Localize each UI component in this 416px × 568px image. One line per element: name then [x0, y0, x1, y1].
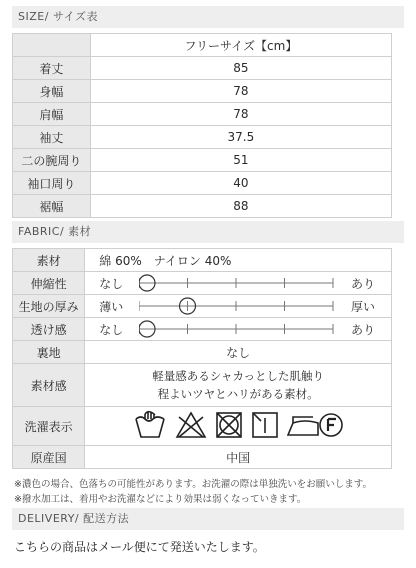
row-label: 素材感 [13, 364, 85, 407]
no-tumble-dry-icon [217, 413, 241, 437]
row-label: 生地の厚み [13, 295, 85, 318]
row-label: 袖丈 [13, 126, 91, 149]
table-row [13, 364, 392, 407]
table-row [13, 272, 392, 295]
thickness-scale [85, 295, 392, 318]
table-row [13, 249, 392, 272]
texture-line: 程よいツヤとハリがある素材。 [157, 387, 319, 401]
table-row [13, 80, 392, 103]
sheer-scale [85, 318, 392, 341]
row-label: 裾幅 [13, 195, 91, 218]
table-row [13, 172, 392, 195]
material-value: 綿 60% ナイロン 40% [85, 249, 392, 272]
table-row [13, 407, 392, 446]
row-label: 身幅 [13, 80, 91, 103]
iron-low-icon [288, 417, 318, 435]
fabric-section-title: FABRIC/ 素材 [12, 221, 404, 243]
row-label: 袖口周り [13, 172, 91, 195]
hand-wash-icon [136, 411, 164, 436]
lining-value: なし [85, 341, 392, 364]
texture-value [85, 364, 392, 407]
scale-right-label: 厚い [350, 300, 375, 314]
table-row [13, 195, 392, 218]
size-section-title: SIZE/ サイズ表 [12, 6, 404, 28]
row-value: 85 [90, 57, 391, 80]
scale-left-label: なし [99, 323, 124, 337]
dry-clean-f-icon [320, 414, 342, 436]
line-dry-shade-icon [253, 413, 277, 437]
note-2: ※撥水加工は、着用やお洗濯などにより効果は弱くなっていきます。 [14, 494, 307, 505]
delivery-text: こちらの商品はメール便にて発送いたします。 [14, 540, 265, 554]
scale-left-label: 薄い [99, 300, 124, 314]
row-label: 二の腕周り [13, 149, 91, 172]
row-value: 51 [90, 149, 391, 172]
texture-line: 軽量感あるシャカっとした肌触り [152, 369, 325, 383]
size-table [12, 33, 392, 218]
table-row [13, 103, 392, 126]
stretch-scale [85, 272, 392, 295]
row-label: 素材 [13, 249, 85, 272]
delivery-section-title: DELIVERY/ 配送方法 [12, 508, 404, 530]
row-label: 肩幅 [13, 103, 91, 126]
row-value: 78 [90, 80, 391, 103]
fabric-table [12, 248, 392, 469]
sheer-slider [139, 318, 379, 340]
scale-right-label: あり [350, 323, 375, 337]
stretch-slider [139, 272, 379, 294]
care-symbols [133, 409, 343, 441]
thickness-slider [139, 295, 379, 317]
size-table-corner [13, 34, 91, 57]
care-icons [85, 407, 392, 446]
scale-right-label: あり [350, 277, 375, 291]
no-bleach-icon [177, 413, 205, 437]
row-label: 伸縮性 [13, 272, 85, 295]
table-row [13, 57, 392, 80]
size-table-header-row [13, 34, 392, 57]
note-1: ※濃色の場合、色落ちの可能性があります。お洗濯の際は単独洗いをお願いします。 [14, 479, 372, 490]
table-row [13, 341, 392, 364]
table-row [13, 318, 392, 341]
size-table-header: フリーサイズ【cm】 [90, 34, 391, 57]
table-row [13, 149, 392, 172]
table-row [13, 446, 392, 469]
row-value: 40 [90, 172, 391, 195]
table-row [13, 295, 392, 318]
row-label: 洗濯表示 [13, 407, 85, 446]
row-value: 88 [90, 195, 391, 218]
row-label: 透け感 [13, 318, 85, 341]
origin-value: 中国 [85, 446, 392, 469]
row-label: 着丈 [13, 57, 91, 80]
row-value: 37.5 [90, 126, 391, 149]
row-label: 裏地 [13, 341, 85, 364]
row-label: 原産国 [13, 446, 85, 469]
scale-left-label: なし [99, 277, 124, 291]
table-row [13, 126, 392, 149]
row-value: 78 [90, 103, 391, 126]
